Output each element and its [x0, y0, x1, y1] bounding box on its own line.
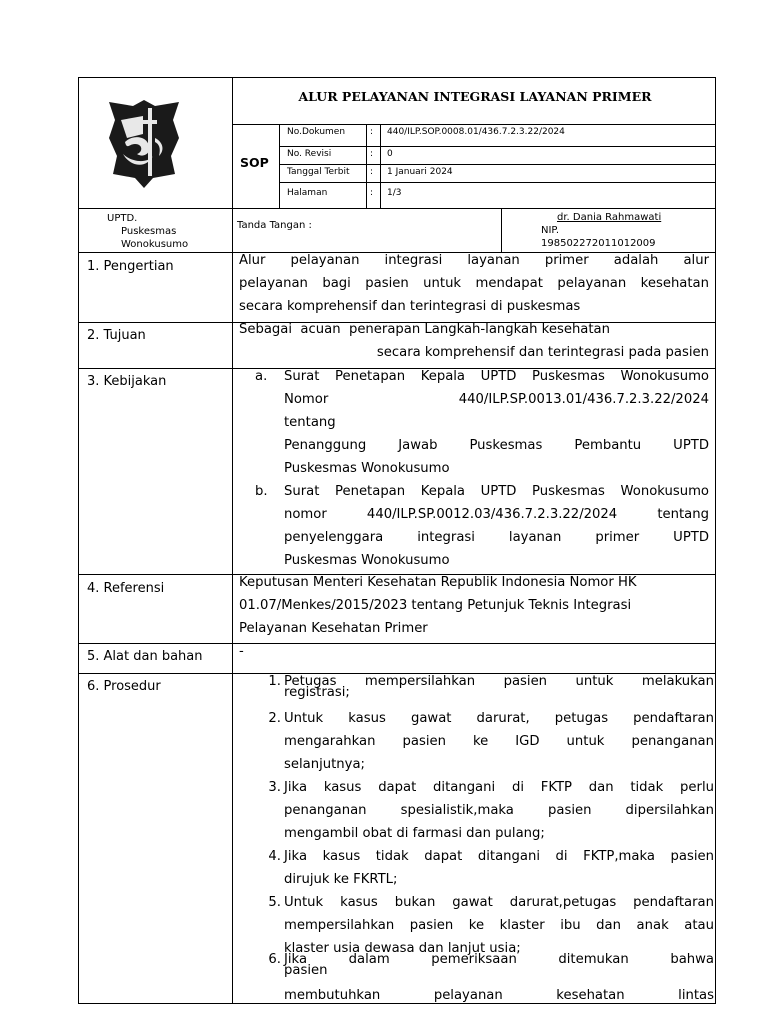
- tujuan-line-1: Sebagai acuan penerapan Langkah-langkah kesehatan: [239, 322, 610, 337]
- kebijakan-b-line-2: nomor 440/ILP.SP.0012.03/436.7.2.3.22/2024 tentang: [284, 507, 709, 522]
- surabaya-crest-icon: [103, 98, 185, 190]
- step-number: 1.: [268, 674, 281, 689]
- nip-label: NIP.: [541, 225, 560, 236]
- org-line-1: UPTD.: [107, 213, 138, 224]
- title-divider: [232, 124, 716, 125]
- step-number: 6.: [268, 952, 281, 967]
- referensi-line-3: Pelayanan Kesehatan Primer: [239, 621, 428, 636]
- kebijakan-b-line-1: Surat Penetapan Kepala UPTD Puskesmas Wonokusumo: [284, 484, 709, 499]
- step-3-line-1: Jika kasus dapat ditangani di FKTP dan tidak perlu: [284, 780, 714, 795]
- step-2-line-3: selanjutnya;: [284, 757, 365, 772]
- revision-sep: :: [370, 149, 374, 159]
- doc-table-row-2: [279, 164, 716, 165]
- referensi-line-2: 01.07/Menkes/2015/2023 tentang Petunjuk Teknis Integrasi: [239, 598, 632, 613]
- tujuan-line-2: secara komprehensif dan terintegrasi pada pasien: [376, 345, 709, 360]
- issue-date-label: Tanggal Terbit: [287, 167, 350, 177]
- doc-table-divider-a: [279, 124, 280, 208]
- page-sep: :: [370, 188, 374, 198]
- row-divider-4: [79, 643, 716, 644]
- doc-number-value: 440/ILP.SOP.0008.01/436.7.2.3.22/2024: [387, 127, 565, 137]
- section-label-alat: 5. Alat dan bahan: [87, 649, 203, 664]
- kebijakan-marker-a: a.: [255, 369, 268, 384]
- section-label-prosedur: 6. Prosedur: [87, 679, 161, 694]
- alat-value: -: [239, 644, 244, 659]
- issue-date-value: 1 Januari 2024: [387, 167, 453, 177]
- section-label-pengertian: 1. Pengertian: [87, 259, 174, 274]
- sop-document: [78, 77, 716, 1004]
- doc-table-divider-c: [380, 124, 381, 208]
- step-1-line-2: registrasi;: [284, 685, 350, 700]
- revision-value: 0: [387, 149, 393, 159]
- nip-value: 198502272011012009: [541, 238, 656, 249]
- sop-label: SOP: [240, 155, 269, 170]
- org-line-2: Puskesmas: [121, 226, 177, 237]
- referensi-line-1: Keputusan Menteri Kesehatan Republik Indonesia Nomor HK: [239, 575, 637, 590]
- pengertian-line-3: secara komprehensif dan terintegrasi di puskesmas: [239, 299, 581, 314]
- signature-label: Tanda Tangan :: [237, 220, 312, 231]
- org-line-3: Wonokusumo: [121, 239, 189, 250]
- step-1-line-1: Petugas mempersilahkan pasien untuk melakukan: [284, 674, 714, 689]
- kebijakan-a-line-1: Surat Penetapan Kepala UPTD Puskesmas Wonokusumo: [284, 369, 709, 384]
- page-label: Halaman: [287, 188, 328, 198]
- kebijakan-a-line-4: Penanggung Jawab Puskesmas Pembantu UPTD: [284, 438, 709, 453]
- step-6-line-3: membutuhkan pelayanan kesehatan lintas: [284, 988, 714, 1003]
- step-5-line-3: klaster usia dewasa dan lanjut usia;: [284, 941, 521, 956]
- kebijakan-a-line-2: Nomor 440/ILP.SP.0013.01/436.7.2.3.22/2024: [284, 392, 709, 407]
- section-label-tujuan: 2. Tujuan: [87, 328, 146, 343]
- step-5-line-2: mempersilahkan pasien ke klaster ibu dan anak atau: [284, 918, 714, 933]
- doc-table-row-3: [279, 182, 716, 183]
- step-5-line-1: Untuk kasus bukan gawat darurat,petugas pendaftaran: [284, 895, 714, 910]
- header-divider: [79, 208, 716, 209]
- step-4-line-2: dirujuk ke FKRTL;: [284, 872, 398, 887]
- step-number: 5.: [268, 895, 281, 910]
- kebijakan-marker-b: b.: [255, 484, 268, 499]
- step-4-line-1: Jika kasus tidak dapat ditangani di FKTP,maka pasien: [284, 849, 714, 864]
- kebijakan-b-line-3: penyelenggara integrasi layanan primer UPTD: [284, 530, 709, 545]
- revision-label: No. Revisi: [287, 149, 332, 159]
- doc-table-row-1: [279, 146, 716, 147]
- doc-table-divider-b: [366, 124, 367, 208]
- issue-date-sep: :: [370, 167, 374, 177]
- doc-number-sep: :: [370, 127, 374, 137]
- document-title: ALUR PELAYANAN INTEGRASI LAYANAN PRIMER: [298, 89, 652, 104]
- pengertian-line-2: pelayanan bagi pasien untuk mendapat pelayanan kesehatan: [239, 276, 709, 291]
- section-label-referensi: 4. Referensi: [87, 581, 165, 596]
- page-value: 1/3: [387, 188, 402, 198]
- step-3-line-3: mengambil obat di farmasi dan pulang;: [284, 826, 545, 841]
- step-number: 3.: [268, 780, 281, 795]
- kebijakan-a-line-5: Puskesmas Wonokusumo: [284, 461, 450, 476]
- doc-number-label: No.Dokumen: [287, 127, 346, 137]
- step-3-line-2: penanganan spesialistik,maka pasien dipersilahkan: [284, 803, 714, 818]
- step-6-line-2: pasien: [284, 963, 328, 978]
- step-number: 2.: [268, 711, 281, 726]
- kebijakan-a-line-3: tentang: [284, 415, 336, 430]
- pengertian-line-1: Alur pelayanan integrasi layanan primer adalah alur: [239, 253, 709, 268]
- step-2-line-1: Untuk kasus gawat darurat, petugas pendaftaran: [284, 711, 714, 726]
- signer-name: dr. Dania Rahmawati: [557, 212, 662, 223]
- column-divider: [232, 78, 233, 1004]
- kebijakan-b-line-4: Puskesmas Wonokusumo: [284, 553, 450, 568]
- step-2-line-2: mengarahkan pasien ke IGD untuk penanganan: [284, 734, 714, 749]
- step-number: 4.: [268, 849, 281, 864]
- section-label-kebijakan: 3. Kebijakan: [87, 374, 167, 389]
- step-6-line-1: Jika dalam pemeriksaan ditemukan bahwa: [284, 952, 714, 967]
- signature-column-divider: [501, 208, 502, 252]
